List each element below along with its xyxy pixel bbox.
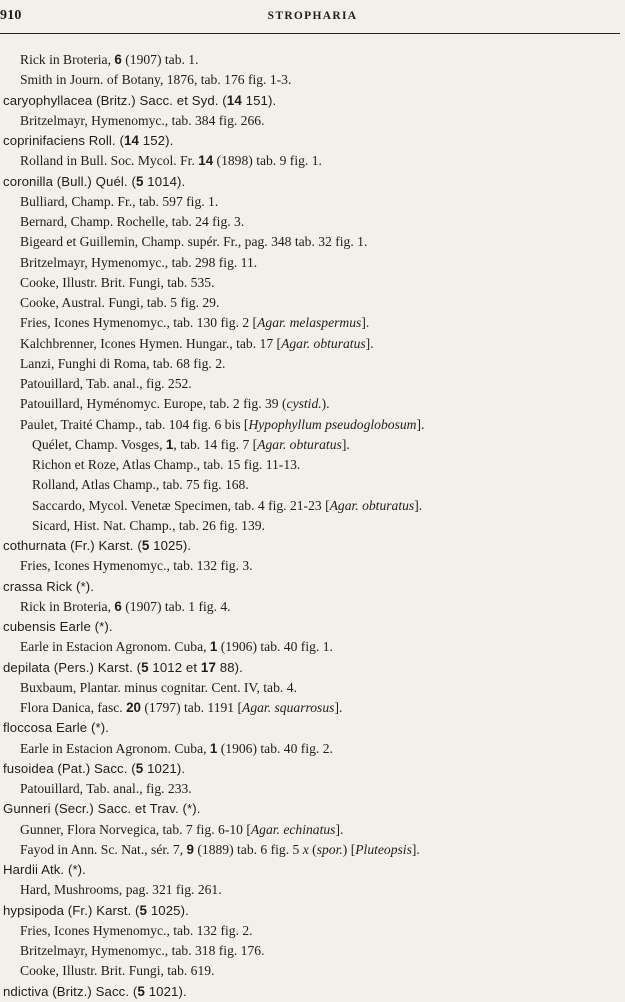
text-segment: Patouillard, Tab. anal., fig. 233. — [20, 781, 192, 796]
text-segment: (1889) tab. 6 fig. 5 — [193, 841, 303, 857]
text-segment: 152). — [139, 133, 174, 148]
text-segment: Cooke, Austral. Fungi, tab. 5 fig. 29. — [20, 295, 220, 310]
text-segment: ( — [308, 841, 317, 857]
species-entry — [0, 172, 625, 192]
italic-name: Agar. obturatus — [257, 436, 342, 452]
volume-number: 14 — [123, 133, 140, 148]
volume-number: 5 — [135, 760, 144, 776]
text-segment: depilata (Pers.) Karst. ( — [3, 659, 142, 675]
text-segment: Sicard, Hist. Nat. Champ., tab. 26 fig. 139. — [32, 517, 265, 533]
text-segment: 1025). — [149, 538, 192, 553]
text-segment: (1906) tab. 40 fig. 2. — [217, 740, 333, 756]
text-segment: Lanzi, Funghi di Roma, tab. 68 fig. 2. — [20, 355, 226, 371]
reference-entry — [0, 455, 625, 475]
text-segment: hypsipoda (Fr.) Karst. ( — [3, 902, 140, 918]
reference-entry — [0, 70, 625, 90]
text-segment: Patouillard, Hyménomyc. Europe, tab. 2 fig. 39 ( — [20, 396, 287, 412]
text-segment: Buxbaum, Plantar. minus cognitar. Cent. IV, tab. 4. — [20, 679, 297, 695]
text-segment: 1012 et — [148, 659, 201, 675]
text-segment: Kalchbrenner, Icones Hymen. Hungar., tab. 17 [ — [20, 335, 282, 351]
text-segment: cubensis Earle (*). — [3, 619, 113, 634]
reference-entry — [0, 354, 625, 374]
text-segment: Smith in Journ. of Botany, 1876, tab. 176 fig. 1-3. — [20, 72, 292, 88]
text-segment: ndictiva (Britz.) Sacc. ( — [3, 983, 138, 999]
text-segment: Paulet, Traité Champ., tab. 104 fig. 6 bis [ — [20, 416, 249, 432]
reference-entry — [0, 921, 625, 941]
text-segment: , tab. 14 fig. 7 [ — [173, 436, 258, 452]
text-segment: ). — [321, 396, 330, 412]
text-segment: coronilla (Bull.) Quél. ( — [3, 173, 136, 189]
volume-number: 5 — [137, 983, 145, 999]
species-entry — [0, 718, 625, 738]
volume-number: 5 — [135, 173, 144, 189]
page-header — [0, 8, 625, 28]
reference-entry — [0, 496, 625, 516]
text-segment: Bigeard et Guillemin, Champ. supér. Fr., pag. 348 tab. 32 fig. 1. — [20, 234, 368, 250]
text-segment: 1025). — [147, 902, 189, 918]
text-segment: ]. — [414, 497, 423, 513]
volume-number: 5 — [139, 902, 148, 918]
species-entry — [0, 860, 625, 880]
text-segment: (1907) tab. 1 fig. 4. — [121, 598, 231, 614]
italic-name: Agar. obturatus — [281, 335, 366, 351]
text-segment: Britzelmayr, Hymenomyc., tab. 318 fig. 176. — [20, 943, 265, 958]
text-segment: Fries, Icones Hymenomyc., tab. 132 fig. 3. — [20, 558, 253, 574]
text-segment: Saccardo, Mycol. Venetæ Specimen, tab. 4 fig. 21-23 [ — [32, 497, 330, 513]
text-segment: Bulliard, Champ. Fr., tab. 597 fig. 1. — [20, 193, 219, 209]
text-segment: Rick in Broteria, — [20, 52, 115, 67]
volume-number: 1 — [209, 639, 218, 655]
text-segment: ]. — [335, 821, 344, 837]
italic-name: spor. — [316, 841, 343, 857]
text-segment: ]. — [341, 436, 350, 452]
text-segment: 1021). — [143, 760, 186, 776]
reference-entry — [0, 111, 625, 131]
species-entry — [0, 901, 625, 921]
italic-name: Agar. squarrosus — [242, 700, 335, 715]
reference-entry — [0, 556, 625, 576]
species-entry — [0, 131, 625, 151]
reference-entry — [0, 212, 625, 232]
reference-entry — [0, 516, 625, 536]
text-segment: Gunner, Flora Norvegica, tab. 7 fig. 6-10 [ — [20, 821, 251, 837]
reference-entry — [0, 597, 625, 617]
reference-entry — [0, 820, 625, 840]
text-segment: ) [ — [342, 841, 356, 857]
italic-name: x — [302, 841, 309, 857]
text-segment: (1906) tab. 40 fig. 1. — [217, 639, 333, 655]
text-segment: ]. — [361, 315, 370, 331]
index-list — [0, 50, 625, 1002]
volume-number: 1 — [165, 436, 174, 452]
volume-number: 20 — [126, 700, 141, 715]
text-segment: crassa Rick (*). — [3, 578, 94, 594]
text-segment: Rolland, Atlas Champ., tab. 75 fig. 168. — [32, 477, 249, 493]
text-segment: (1898) tab. 9 fig. 1. — [213, 153, 322, 169]
text-segment: Fayod in Ann. Sc. Nat., sér. 7, — [20, 841, 187, 857]
species-entry — [0, 91, 625, 111]
reference-entry — [0, 779, 625, 799]
species-entry — [0, 799, 625, 819]
volume-number: 9 — [186, 841, 194, 857]
text-segment: ]. — [411, 841, 420, 857]
text-segment: (1907) tab. 1. — [121, 52, 199, 67]
italic-name: Pluteopsis — [355, 841, 412, 857]
text-segment: ]. — [334, 700, 343, 715]
text-segment: Britzelmayr, Hymenomyc., tab. 298 fig. 11. — [20, 254, 258, 270]
reference-entry — [0, 232, 625, 252]
reference-entry — [0, 739, 625, 759]
text-segment: Flora Danica, fasc. — [20, 700, 127, 715]
text-segment: floccosa Earle (*). — [3, 720, 109, 736]
reference-entry — [0, 840, 625, 860]
reference-entry — [0, 415, 625, 435]
volume-number: 6 — [114, 598, 122, 614]
reference-entry — [0, 151, 625, 171]
text-segment: Hard, Mushrooms, pag. 321 fig. 261. — [20, 882, 222, 898]
text-segment: Gunneri (Secr.) Sacc. et Trav. (*). — [3, 801, 201, 817]
reference-entry — [0, 192, 625, 212]
text-segment: Quélet, Champ. Vosges, — [32, 436, 166, 452]
species-entry — [0, 982, 625, 1002]
volume-number: 14 — [198, 153, 214, 169]
reference-entry — [0, 50, 625, 70]
reference-entry — [0, 374, 625, 394]
text-segment: Cooke, Illustr. Brit. Fungi, tab. 619. — [20, 963, 215, 979]
reference-entry — [0, 273, 625, 293]
species-entry — [0, 536, 625, 556]
italic-name: Hypophyllum pseudoglobosum — [248, 416, 417, 432]
species-entry — [0, 617, 625, 637]
text-segment: cothurnata (Fr.) Karst. ( — [3, 538, 142, 553]
text-segment: ]. — [416, 416, 425, 432]
text-segment: Cooke, Illustr. Brit. Fungi, tab. 535. — [20, 274, 215, 290]
text-segment: Britzelmayr, Hymenomyc., tab. 384 fig. 266. — [20, 112, 265, 128]
reference-entry — [0, 435, 625, 455]
volume-number: 14 — [226, 92, 242, 108]
reference-entry — [0, 678, 625, 698]
italic-name: Agar. echinatus — [250, 821, 336, 837]
reference-entry — [0, 637, 625, 657]
reference-entry — [0, 941, 625, 961]
text-segment: Patouillard, Tab. anal., fig. 252. — [20, 376, 192, 391]
reference-entry — [0, 313, 625, 333]
text-segment: 1021). — [144, 983, 187, 999]
text-segment: Fries, Icones Hymenomyc., tab. 132 fig. 2. — [20, 922, 253, 938]
text-segment: (1797) tab. 1191 [ — [140, 700, 243, 715]
italic-name: Agar. melaspermus — [257, 315, 362, 331]
text-segment: Bernard, Champ. Rochelle, tab. 24 fig. 3. — [20, 214, 245, 229]
reference-entry — [0, 880, 625, 900]
volume-number: 17 — [200, 659, 216, 675]
reference-entry — [0, 475, 625, 495]
reference-entry — [0, 394, 625, 414]
species-entry — [0, 759, 625, 779]
reference-entry — [0, 961, 625, 981]
italic-name: cystid. — [286, 396, 322, 412]
reference-entry — [0, 293, 625, 313]
text-segment: caryophyllacea (Britz.) Sacc. et Syd. ( — [3, 92, 227, 108]
volume-number: 5 — [141, 538, 150, 553]
volume-number: 1 — [209, 740, 218, 756]
text-segment: Rick in Broteria, — [20, 598, 115, 614]
species-entry — [0, 577, 625, 597]
text-segment: ]. — [365, 335, 374, 351]
volume-number: 6 — [114, 52, 122, 67]
running-title: STROPHARIA — [267, 10, 358, 22]
italic-name: Agar. obturatus — [329, 497, 415, 513]
text-segment: 88). — [216, 659, 243, 675]
text-segment: coprinifaciens Roll. ( — [3, 133, 124, 148]
text-segment: Hardii Atk. (*). — [3, 862, 86, 877]
text-segment: Fries, Icones Hymenomyc., tab. 130 fig. 2 [ — [20, 315, 258, 331]
species-entry — [0, 658, 625, 678]
text-segment: Richon et Roze, Atlas Champ., tab. 15 fig. 11-13. — [32, 457, 301, 472]
volume-number: 5 — [141, 659, 149, 675]
text-segment: Rolland in Bull. Soc. Mycol. Fr. — [20, 153, 199, 169]
text-segment: Earle in Estacion Agronom. Cuba, — [20, 740, 210, 756]
reference-entry — [0, 334, 625, 354]
text-segment: 151). — [241, 92, 277, 108]
reference-entry — [0, 698, 625, 718]
text-segment: 1014). — [143, 173, 186, 189]
text-segment: fusoidea (Pat.) Sacc. ( — [3, 760, 136, 776]
text-segment: Earle in Estacion Agronom. Cuba, — [20, 639, 210, 655]
page-number: 910 — [0, 8, 22, 23]
reference-entry — [0, 253, 625, 273]
header-rule — [0, 33, 620, 34]
